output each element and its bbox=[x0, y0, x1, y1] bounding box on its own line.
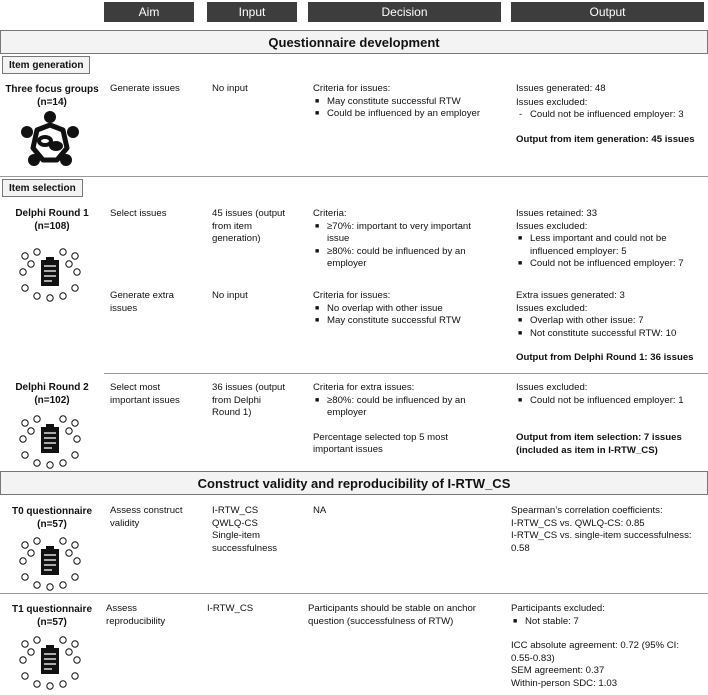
t0-questionnaire-label: T0 questionnaire (n=57) bbox=[11, 506, 92, 530]
t1-aim: Assess reproducibility bbox=[106, 603, 166, 627]
delphi-round-1-output: Issues retained: 33 Issues excluded: ■ Less important and could not be influenced employer: 5 ■ Could not be influenced employer: 7 bbox=[516, 208, 706, 271]
delphi-round-1-input: 45 issues (output from item generation) bbox=[212, 208, 286, 245]
delphi-round-1-aim: Select issues bbox=[110, 208, 167, 219]
delphi-round-2-input: 36 issues (output from Delphi Round 1) bbox=[212, 382, 286, 419]
t1-input: I-RTW_CS bbox=[207, 603, 254, 614]
header-output: Output bbox=[511, 2, 704, 22]
focus-group-icon bbox=[17, 110, 83, 172]
item-generation-output: Issues generated: 48 Issues excluded: - Could not be influenced employer: 3 Output from item generation: 45 issues bbox=[516, 83, 706, 146]
participants-clipboard-icon bbox=[19, 537, 81, 591]
header-aim: Aim bbox=[104, 2, 194, 22]
section-title-construct-validity: Construct validity and reproducibility of I-RTW_CS bbox=[0, 471, 708, 495]
delphi-round-1-extra-input: No input bbox=[212, 290, 248, 301]
t1-output: Participants excluded: ■ Not stable: 7 ICC absolute agreement: 0.72 (95% CI: 0.55-0.83) SEM agreement: 0.37 Within-person SDC: 1.03 bbox=[511, 603, 708, 691]
t0-output: Spearman’s correlation coefficients: I-RTW_CS vs. QWLQ-CS: 0.85 I-RTW_CS vs. single-item successfulness: 0.58 bbox=[511, 505, 692, 554]
delphi-round-1-label: Delphi Round 1 (n=108) bbox=[15, 208, 89, 232]
t0-decision: NA bbox=[313, 505, 327, 516]
header-input: Input bbox=[207, 2, 297, 22]
participants-clipboard-icon bbox=[19, 636, 81, 690]
t1-questionnaire-label: T1 questionnaire (n=57) bbox=[11, 604, 92, 628]
divider bbox=[0, 593, 708, 594]
divider bbox=[0, 176, 708, 177]
focus-groups-label: Three focus groups (n=14) bbox=[5, 84, 99, 108]
item-generation-aim: Generate issues bbox=[110, 83, 180, 94]
t1-decision: Participants should be stable on anchor question (successfulness of RTW) bbox=[308, 603, 476, 627]
t0-aim: Assess construct validity bbox=[110, 505, 183, 529]
participants-clipboard-icon bbox=[19, 415, 81, 469]
divider bbox=[104, 373, 708, 374]
t0-input: I-RTW_CS QWLQ-CS Single-item successfulness bbox=[212, 505, 278, 554]
delphi-round-2-decision: Criteria for extra issues: ■ ≥80%: could be influenced by an employer Percentage selected top 5 most important issues bbox=[313, 382, 508, 457]
item-generation-decision: Criteria for issues: ■ May constitute successful RTW ■ Could be influenced by an employer bbox=[313, 83, 508, 121]
delphi-round-1-extra-decision: Criteria for issues: ■ No overlap with other issue ■ May constitute successful RTW bbox=[313, 290, 508, 328]
participants-clipboard-icon bbox=[19, 248, 81, 302]
item-generation-input: No input bbox=[212, 83, 248, 94]
header-decision: Decision bbox=[308, 2, 501, 22]
delphi-round-2-aim: Select most important issues bbox=[110, 382, 180, 406]
section-title-questionnaire-development: Questionnaire development bbox=[0, 30, 708, 54]
delphi-round-1-extra-output: Extra issues generated: 3 Issues excluded: ■ Overlap with other issue: 7 ■ Not constitute successful RTW: 10 Output from Delphi Round 1: 36 issues bbox=[516, 290, 706, 365]
delphi-round-2-output: Issues excluded: ■ Could not be influenced employer: 1 Output from item selection: 7 issues (included as item in I-RTW_CS) bbox=[516, 382, 706, 457]
delphi-round-1-extra-aim: Generate extra issues bbox=[110, 290, 174, 314]
delphi-round-2-label: Delphi Round 2 (n=102) bbox=[15, 382, 89, 406]
phase-tag-item-selection: Item selection bbox=[2, 179, 83, 197]
delphi-round-1-decision: Criteria: ■ ≥70%: important to very important issue ■ ≥80%: could be influenced by an employer bbox=[313, 208, 508, 271]
phase-tag-item-generation: Item generation bbox=[2, 56, 90, 74]
